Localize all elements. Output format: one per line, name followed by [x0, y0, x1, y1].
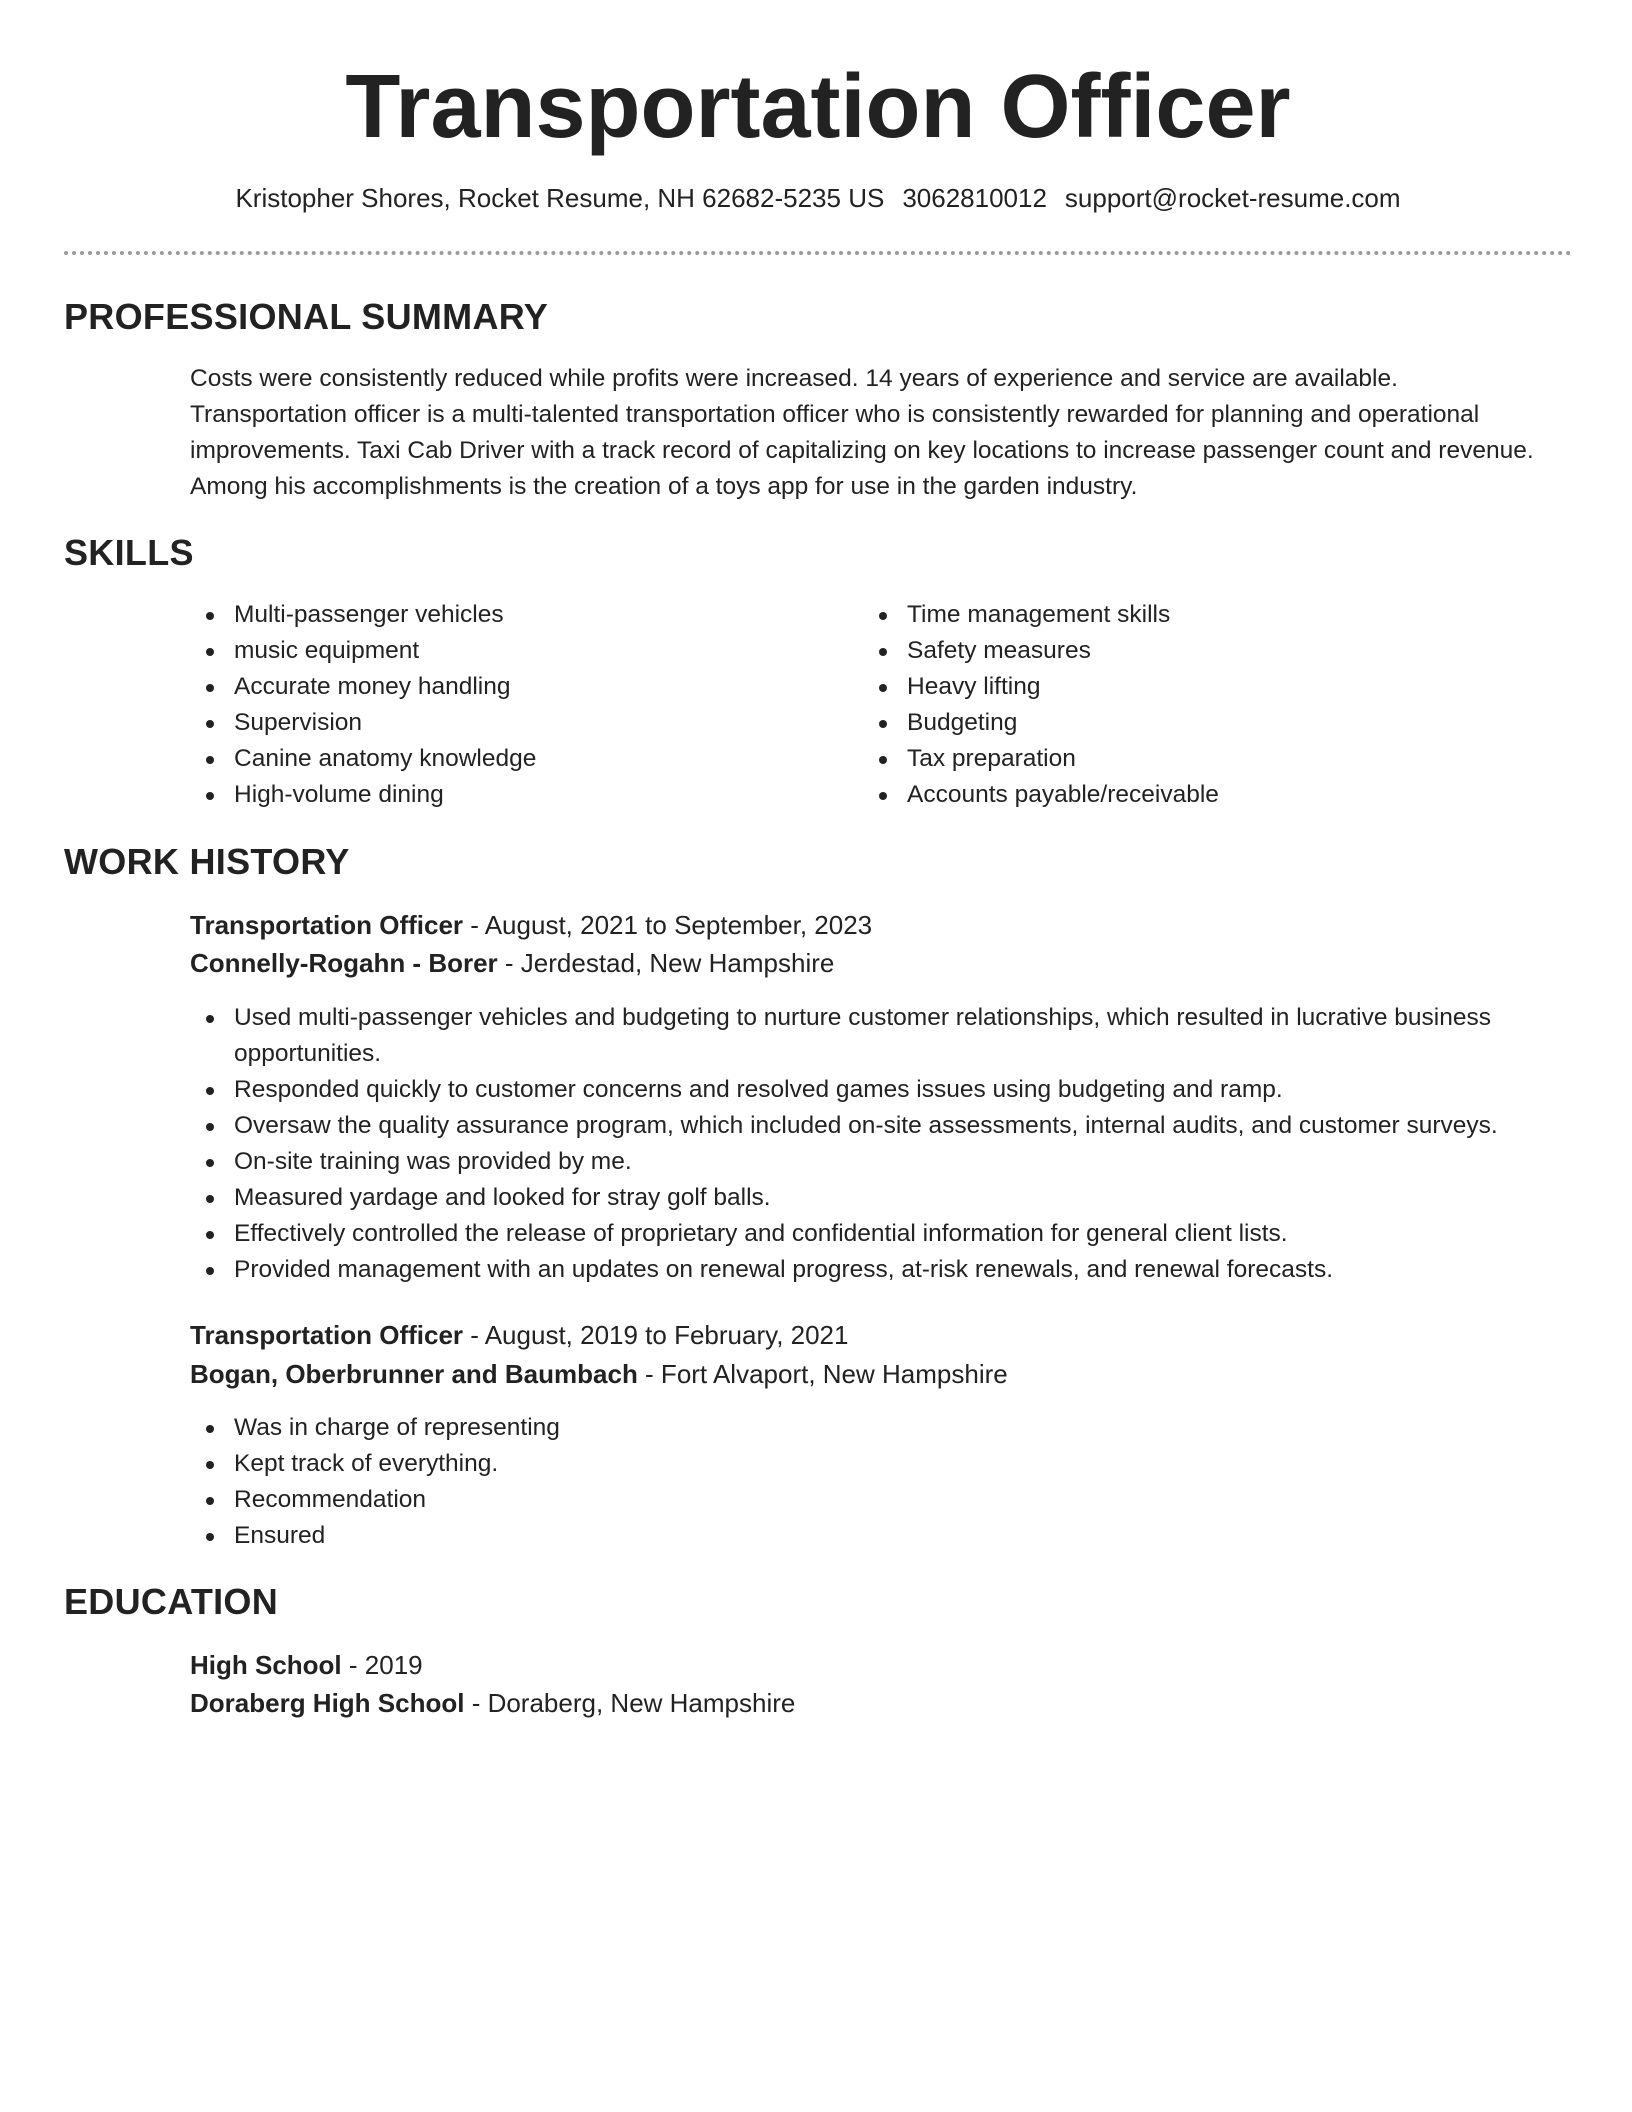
skill-item: Safety measures [863, 633, 1503, 669]
job-company: Bogan, Oberbrunner and Baumbach [190, 1359, 638, 1389]
resume-title: Transportation Officer [345, 57, 1291, 157]
summary-text [190, 361, 1580, 505]
job-title: Transportation Officer [190, 1320, 464, 1350]
summary-heading: PROFESSIONAL SUMMARY [64, 296, 549, 337]
job-company: Connelly-Rogahn - Borer [190, 948, 498, 978]
skill-item: High-volume dining [190, 777, 830, 813]
job-bullet: Was in charge of representing [190, 1410, 1580, 1446]
skills-heading: SKILLS [64, 532, 194, 573]
job-bullet: Provided management with an updates on renewal progress, at-risk renewals, and renewal forecasts. [190, 1252, 1580, 1288]
job-title-line [190, 906, 872, 944]
skill-item: Canine anatomy knowledge [190, 741, 830, 777]
summary-line: Transportation officer is a multi-talented transportation officer who is consistently rewarded for planning and operational [190, 401, 1480, 428]
education-school-line [190, 1684, 795, 1722]
job-bullet: Responded quickly to customer concerns and resolved games issues using budgeting and ramp. [190, 1072, 1580, 1108]
summary-line: Costs were consistently reduced while profits were increased. 14 years of experience and service are available. [190, 365, 1398, 392]
skill-item: Accounts payable/receivable [863, 777, 1503, 813]
skill-item: Accurate money handling [190, 669, 830, 705]
job-location: - Fort Alvaport, New Hampshire [637, 1359, 1008, 1389]
skill-item: Supervision [190, 705, 830, 741]
contact-email[interactable]: support@rocket-resume.com [1064, 183, 1401, 213]
education-location: - Doraberg, New Hampshire [464, 1688, 796, 1718]
education-degree-line [190, 1646, 423, 1684]
skills-list-left [190, 597, 830, 813]
job-bullet: Used multi-passenger vehicles and budgeting to nurture customer relationships, which resulted in lucrative business opportunities. [190, 1000, 1580, 1072]
education-heading: EDUCATION [64, 1581, 279, 1622]
education-degree: High School [190, 1650, 342, 1680]
job-bullet: Effectively controlled the release of proprietary and confidential information for general client lists. [190, 1216, 1580, 1252]
summary-line: Among his accomplishments is the creation of a toys app for use in the garden industry. [190, 473, 1138, 500]
skill-item: Heavy lifting [863, 669, 1503, 705]
contact-line [64, 180, 1572, 216]
education-year: - 2019 [341, 1650, 423, 1680]
job-title-line [190, 1316, 848, 1354]
job-bullet: Kept track of everything. [190, 1446, 1580, 1482]
skill-item: music equipment [190, 633, 830, 669]
skill-item: Multi-passenger vehicles [190, 597, 830, 633]
skill-item: Tax preparation [863, 741, 1503, 777]
skill-item: Budgeting [863, 705, 1503, 741]
job-title: Transportation Officer [190, 910, 464, 940]
job-bullet: Recommendation [190, 1482, 1580, 1518]
skills-list-right [863, 597, 1503, 813]
job-bullets [190, 1000, 1580, 1288]
summary-line: improvements. Taxi Cab Driver with a track record of capitalizing on key locations to increase passenger count and revenue. [190, 437, 1534, 464]
job-bullet: Ensured [190, 1518, 1580, 1554]
header-divider [64, 251, 1572, 255]
contact-address: Kristopher Shores, Rocket Resume, NH 62682-5235 US [235, 183, 885, 213]
skill-item: Time management skills [863, 597, 1503, 633]
job-dates: - August, 2021 to September, 2023 [463, 910, 873, 940]
education-school: Doraberg High School [190, 1688, 465, 1718]
job-bullet: On-site training was provided by me. [190, 1144, 1580, 1180]
job-company-line [190, 1355, 1008, 1393]
contact-phone: 3062810012 [902, 183, 1047, 213]
job-location: - Jerdestad, New Hampshire [497, 948, 835, 978]
job-bullets [190, 1410, 1580, 1554]
job-company-line [190, 944, 834, 982]
work-heading: WORK HISTORY [64, 841, 350, 882]
job-dates: - August, 2019 to February, 2021 [463, 1320, 849, 1350]
job-bullet: Measured yardage and looked for stray golf balls. [190, 1180, 1580, 1216]
job-bullet: Oversaw the quality assurance program, which included on-site assessments, internal audits, and customer surveys. [190, 1108, 1580, 1144]
